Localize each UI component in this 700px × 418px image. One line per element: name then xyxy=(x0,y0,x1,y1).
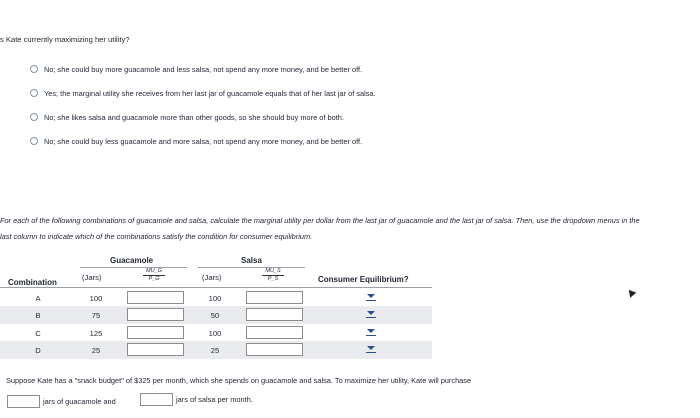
option-label: No; she likes salsa and guacamole more than other goods, so she should buy more of both. xyxy=(44,112,344,122)
mu-per-dollar-salsa-input[interactable] xyxy=(246,308,303,321)
instructions-text: For each of the following combinations of guacamole and salsa, calculate the marginal utility per dollar from the last jar of guacamole and the last jar of salsa. Then, use the dropdown menus in the last column to indicate which of the combinations satisfy the condition for consumer equilibrium. xyxy=(0,216,640,241)
equilibrium-dropdown[interactable] xyxy=(363,291,379,304)
option-label: Yes; the marginal utility she receives from her last jar of guacamole equals that of her last jar of salsa. xyxy=(44,88,376,98)
mu-per-dollar-salsa-input[interactable] xyxy=(246,343,303,356)
table-row xyxy=(0,289,432,307)
option-4[interactable] xyxy=(30,135,362,147)
equilibrium-dropdown[interactable] xyxy=(363,308,379,321)
guacamole-jars-cell: 100 xyxy=(89,294,103,303)
jars-guacamole-label: jars of guacamole and xyxy=(43,397,116,406)
guacamole-jars-cell: 75 xyxy=(91,311,101,320)
radio-button[interactable] xyxy=(30,113,38,121)
header-guacamole: Guacamole xyxy=(110,256,154,265)
option-label: No; she could buy more guacamole and less salsa, not spend any more money, and be better off. xyxy=(44,64,363,74)
chevron-down-icon xyxy=(367,294,375,298)
equilibrium-dropdown[interactable] xyxy=(363,343,379,356)
chevron-down-icon xyxy=(367,346,375,350)
mu-s-denominator: P_S xyxy=(262,275,284,283)
mouse-cursor-icon xyxy=(626,287,637,298)
mu-per-dollar-guacamole-input[interactable] xyxy=(127,343,184,356)
header-mu-per-dollar-guacamole xyxy=(143,268,165,283)
chevron-down-icon xyxy=(367,329,375,333)
salsa-jars-cell: 100 xyxy=(208,294,222,303)
option-3[interactable] xyxy=(30,111,344,123)
table-row xyxy=(0,324,432,342)
header-jars-guacamole: (Jars) xyxy=(82,273,102,282)
option-1[interactable] xyxy=(30,63,362,75)
jars-guacamole-input[interactable] xyxy=(7,395,40,408)
radio-button[interactable] xyxy=(30,89,38,97)
header-rule-salsa xyxy=(198,267,305,268)
header-mu-per-dollar-salsa xyxy=(262,268,284,283)
jars-salsa-input[interactable] xyxy=(140,393,173,406)
combination-cell: B xyxy=(35,311,41,320)
mu-per-dollar-salsa-input[interactable] xyxy=(246,291,303,304)
mu-g-numerator: MU_G xyxy=(146,268,162,274)
option-label: No; she could buy less guacamole and more salsa, not spend any more money, and be better off. xyxy=(44,136,363,146)
table-row xyxy=(0,341,432,359)
mu-per-dollar-guacamole-input[interactable] xyxy=(127,291,184,304)
guacamole-jars-cell: 25 xyxy=(91,346,101,355)
question-text: s Kate currently maximizing her utility? xyxy=(0,35,130,44)
combination-cell: C xyxy=(35,329,41,338)
mu-s-numerator: MU_S xyxy=(265,268,281,274)
combination-cell: A xyxy=(35,294,41,303)
header-rule-guacamole xyxy=(80,267,187,268)
budget-question-text: Suppose Kate has a "snack budget" of $325 per month, which she spends on guacamole and salsa. To maximize her utility, Kate will purchase xyxy=(6,376,472,385)
header-consumer-equilibrium: Consumer Equilibrium? xyxy=(318,275,409,284)
table-header-rule xyxy=(0,287,432,288)
jars-salsa-label: jars of salsa per month. xyxy=(176,395,253,404)
mu-per-dollar-salsa-input[interactable] xyxy=(246,326,303,339)
combination-cell: D xyxy=(35,346,41,355)
option-2[interactable] xyxy=(30,87,376,99)
mu-g-denominator: P_G xyxy=(143,275,165,283)
mu-per-dollar-guacamole-input[interactable] xyxy=(127,308,184,321)
salsa-jars-cell: 100 xyxy=(208,329,222,338)
salsa-jars-cell: 50 xyxy=(210,311,220,320)
radio-button[interactable] xyxy=(30,137,38,145)
header-salsa: Salsa xyxy=(241,256,262,265)
header-jars-salsa: (Jars) xyxy=(202,273,222,282)
table-row xyxy=(0,306,432,324)
salsa-jars-cell: 25 xyxy=(210,346,220,355)
equilibrium-dropdown[interactable] xyxy=(363,326,379,339)
mu-per-dollar-guacamole-input[interactable] xyxy=(127,326,184,339)
header-combination: Combination xyxy=(8,278,57,287)
radio-button[interactable] xyxy=(30,65,38,73)
guacamole-jars-cell: 125 xyxy=(89,329,103,338)
chevron-down-icon xyxy=(367,311,375,315)
